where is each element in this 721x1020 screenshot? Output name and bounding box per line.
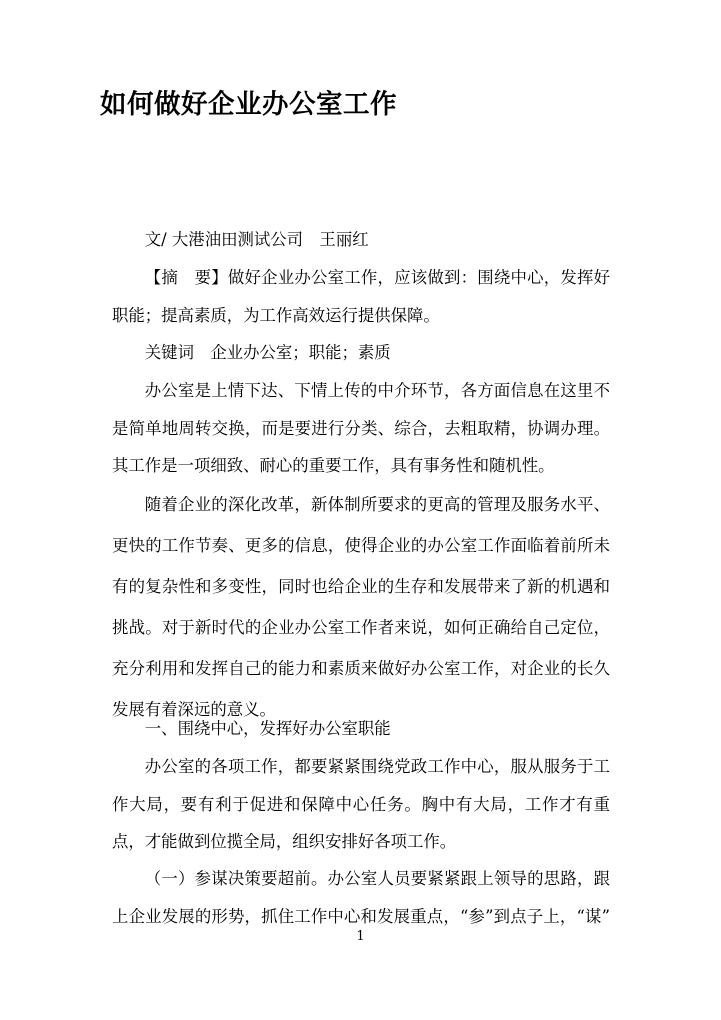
section-heading-1: 一、围绕中心，发挥好办公室职能 (144, 719, 391, 739)
body-paragraph-3: 办公室的各项工作，都要紧紧围绕党政工作中心，服从服务于工作大局，要有利于促进和保障中心任务。胸中有大局，工作才有重点，才能做到位揽全局，组织安排好各项工作。 (112, 757, 610, 852)
keywords-line: 关键词 企业办公室；职能；素质 (144, 343, 391, 363)
abstract-paragraph: 【摘 要】做好企业办公室工作，应该做到：围绕中心，发挥好职能；提高素质，为工作高效运行提供保障。 (112, 268, 610, 325)
body-paragraph-1: 办公室是上情下达、下情上传的中介环节，各方面信息在这里不是简单地周转交换，而是要进行分类、综合，去粗取精，协调办理。其工作是一项细致、耐心的重要工作，具有事务性和随机性。 (112, 381, 610, 476)
body-paragraph-4: （一）参谋决策要超前。办公室人员要紧紧跟上领导的思路，跟上企业发展的形势，抓住工作中心和发展重点，“参”到点子上，“谋” (112, 869, 610, 926)
page-number: 1 (356, 929, 365, 944)
page-title: 如何做好企业办公室工作 (100, 89, 397, 120)
body-paragraph-2: 随着企业的深化改革，新体制所要求的更高的管理及服务水平、更快的工作节奏、更多的信息，使得企业的办公室工作面临着前所未有的复杂性和多变性，同时也给企业的生存和发展带来了新的机遇和挑战。对于新时代的企业办公室工作者来说，如何正确给自己定位，充分利用和发挥自己的能力和素质来做好办公室工作，对企业的长久发展有着深远的意义。 (112, 495, 610, 720)
byline: 文/ 大港油田测试公司 王丽红 (144, 230, 369, 250)
